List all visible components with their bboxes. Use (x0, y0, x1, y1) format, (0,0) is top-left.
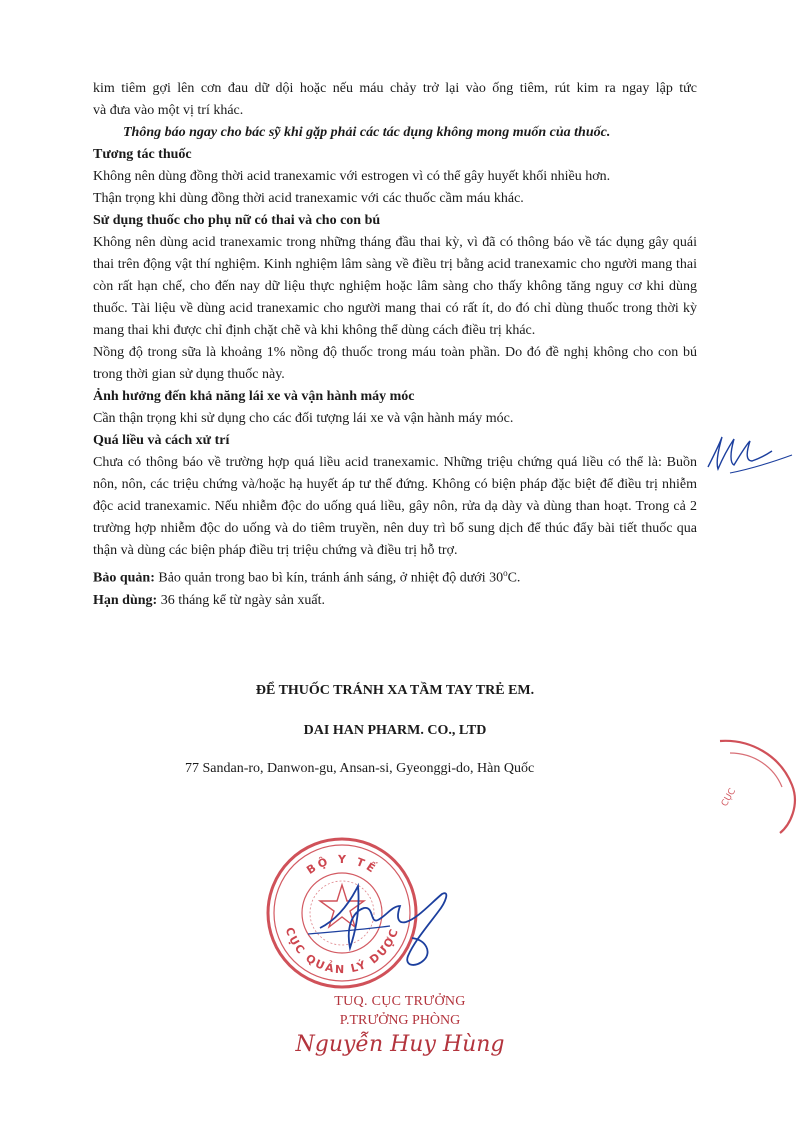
storage-degree: o (503, 568, 508, 578)
keep-away-notice: ĐỂ THUỐC TRÁNH XA TẦM TAY TRẺ EM. (255, 683, 535, 698)
document-body (93, 78, 697, 612)
pregnancy-heading: Sử dụng thuốc cho phụ nữ có thai và cho con bú (93, 213, 381, 228)
overdose-heading: Quá liều và cách xử trí (93, 433, 230, 448)
pregnancy-paragraph-1: Không nên dùng acid tranexamic trong những tháng đầu thai kỳ, vì đã có thông báo về tác dụng gây quái thai trên động vật thí nghiệm. Kinh nghiệm lâm sàng về điều trị bằng acid tranexamic cho người mang thai còn rất hạn chế, cho đến nay dữ liệu thực nghiệm hoặc lâm sàng cho thấy không tăng nguy cơ khi dùng thuốc. Tài liệu về dùng acid tranexamic cho người mang thai có rất ít, do đó chỉ dùng thuốc trong thời kỳ mang thai khi được chỉ định chặt chẽ và khi không thể dùng cách điều trị khác. (93, 235, 697, 338)
storage-line (93, 562, 697, 590)
expiry-line (93, 590, 697, 612)
interactions-line-2: Thận trọng khi dùng đồng thời acid tranexamic với các thuốc cầm máu khác. (93, 191, 524, 206)
interactions-line-1: Không nên dùng đồng thời acid tranexamic với estrogen vì có thể gây huyết khối nhiều hơn. (93, 169, 611, 184)
handwritten-signature (300, 868, 480, 973)
signatory-title: TUQ. CỤC TRƯỞNG (334, 994, 466, 1009)
stamp-bottom-text: CỤC QUẢN LÝ DƯỢC (282, 925, 402, 977)
adverse-effects-warning: Thông báo ngay cho bác sỹ khi gặp phải các tác dụng không mong muốn của thuốc. (123, 125, 611, 140)
storage-unit: C. (507, 570, 521, 586)
interactions-heading: Tương tác thuốc (93, 147, 192, 162)
initials-signature (700, 425, 795, 480)
svg-text:CỤC: CỤC (719, 786, 739, 809)
partial-stamp (690, 735, 799, 835)
stamp-top-text: BỘ Y TẾ (304, 852, 380, 877)
driving-heading: Ảnh hưởng đến khả năng lái xe và vận hành máy móc (93, 389, 415, 404)
intro-line-2: và đưa vào một vị trí khác. (93, 103, 244, 118)
pregnancy-paragraph-2: Nồng độ trong sữa là khoảng 1% nồng độ thuốc trong máu toàn phần. Do đó đề nghị không cho con bú trong thời gian sử dụng thuốc này. (93, 345, 697, 382)
driving-text: Cần thận trọng khi sử dụng cho các đối tượng lái xe và vận hành máy móc. (93, 411, 514, 426)
signature-block (270, 992, 530, 1058)
signatory-position: P.TRƯỞNG PHÒNG (339, 1013, 461, 1028)
signatory-name: Nguyễn Huy Hùng (295, 1032, 505, 1057)
storage-label: Bảo quản: (93, 570, 155, 586)
company-address: 77 Sandan-ro, Danwon-gu, Ansan-si, Gyeonggi-do, Hàn Quốc (185, 761, 535, 776)
company-name: DAI HAN PHARM. CO., LTD (303, 723, 487, 738)
expiry-label: Hạn dùng: (93, 592, 158, 608)
overdose-text: Chưa có thông báo về trường hợp quá liều acid tranexamic. Những triệu chứng quá liều có thể là: Buồn nôn, nôn, các triệu chứng và/hoặc hạ huyết áp tư thế đứng. Không có biện pháp đặc biệt để điều trị nhiễm độc acid tranexamic. Nếu nhiễm độc do uống quá liều, gây nôn, rửa dạ dày và dùng than hoạt. Trong cả 2 trường hợp nhiễm độc do uống và do tiêm truyền, nên duy trì bổ sung dịch để thúc đẩy bài tiết thuốc qua thận và dùng các biện pháp điều trị triệu chứng và điều trị hỗ trợ. (93, 455, 697, 558)
intro-line-1: kim tiêm gợi lên cơn đau dữ dội hoặc nếu máu chảy trở lại vào ống tiêm, rút kim ra ngay lập tức (93, 81, 697, 96)
storage-text: Bảo quản trong bao bì kín, tránh ánh sáng, ở nhiệt độ dưới 30 (154, 570, 504, 586)
expiry-text: 36 tháng kể từ ngày sản xuất. (157, 592, 325, 608)
